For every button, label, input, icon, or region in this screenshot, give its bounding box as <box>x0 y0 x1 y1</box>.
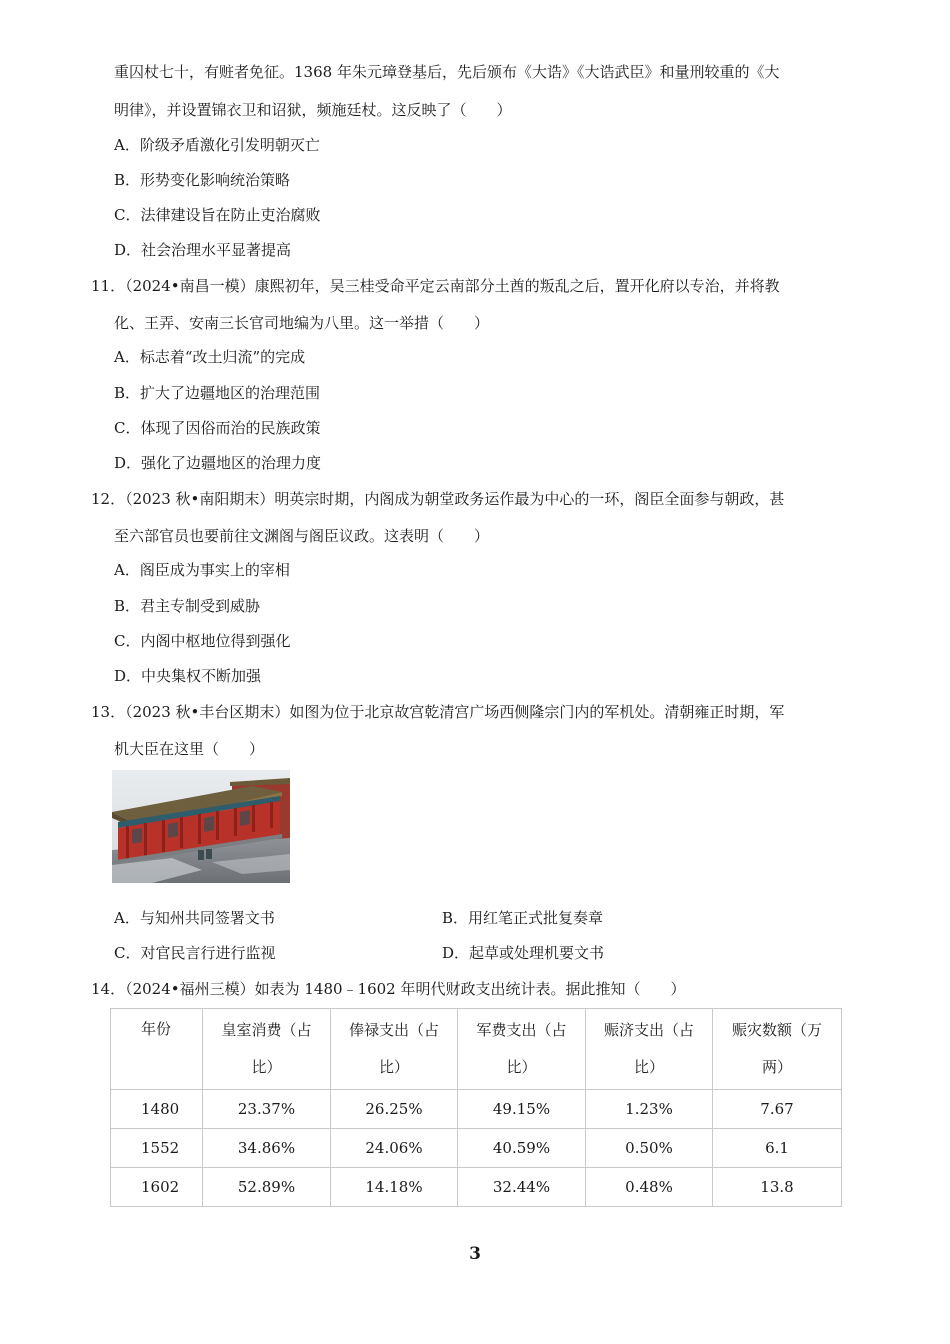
table-row <box>111 1090 842 1129</box>
q13-stem-line1: 13．（2023 秋•丰台区期末）如图为位于北京故宫乾清宫广场西侧隆宗门内的军机处。清朝雍正时期，军 <box>91 703 785 721</box>
fiscal-expenditure-table <box>110 1008 842 1207</box>
header-cell: 赈灾数额（万 两） <box>713 1009 842 1090</box>
q10-stem-line2: 明律》，并设置锦衣卫和诏狱，频施廷杖。这反映了（ ） <box>114 101 512 119</box>
q13-option-d[interactable]: D．起草或处理机要文书 <box>442 944 605 962</box>
table-row <box>111 1129 842 1168</box>
table-cell: 23.37% <box>203 1090 331 1129</box>
q10-option-d[interactable]: D．社会治理水平显著提高 <box>114 241 292 259</box>
q12-option-b[interactable]: B．君主专制受到威胁 <box>114 597 261 615</box>
table-cell: 0.50% <box>586 1129 713 1168</box>
table-cell: 49.15% <box>458 1090 586 1129</box>
table-cell: 34.86% <box>203 1129 331 1168</box>
q13-option-b[interactable]: B．用红笔正式批复奏章 <box>442 909 604 927</box>
q12-stem-line1: 12．（2023 秋•南阳期末）明英宗时期，内阁成为朝堂政务运作最为中心的一环，阁臣全面参与朝政，甚 <box>91 490 785 508</box>
q10-option-a[interactable]: A．阶级矛盾激化引发明朝灭亡 <box>114 136 320 154</box>
q14-stem-line1: 14．（2024•福州三模）如表为 1480﹣1602 年明代财政支出统计表。据此推知（ ） <box>91 980 686 998</box>
q12-option-c[interactable]: C．内阁中枢地位得到强化 <box>114 632 291 650</box>
table-cell: 6.1 <box>713 1129 842 1168</box>
q11-option-a[interactable]: A．标志着“改土归流”的完成 <box>114 348 306 366</box>
grand-council-building-photo <box>112 770 290 883</box>
header-cell: 赈济支出（占 比） <box>586 1009 713 1090</box>
q11-option-b[interactable]: B．扩大了边疆地区的治理范围 <box>114 384 321 402</box>
header-cell: 年份 <box>111 1009 203 1090</box>
table-cell: 1480 <box>111 1090 203 1129</box>
table-cell: 1.23% <box>586 1090 713 1129</box>
table-cell: 13.8 <box>713 1168 842 1207</box>
q10-option-b[interactable]: B．形势变化影响统治策略 <box>114 171 291 189</box>
page-number: 3 <box>469 1244 481 1264</box>
q11-stem-line1: 11．（2024•南昌一模）康熙初年，吴三桂受命平定云南部分土酋的叛乱之后，置开化府以专治，并将教 <box>91 277 780 295</box>
q12-option-d[interactable]: D．中央集权不断加强 <box>114 667 262 685</box>
table-header-row <box>111 1009 842 1090</box>
q11-option-d[interactable]: D．强化了边疆地区的治理力度 <box>114 454 322 472</box>
table-cell: 32.44% <box>458 1168 586 1207</box>
table-row <box>111 1168 842 1207</box>
table-cell: 1552 <box>111 1129 203 1168</box>
header-cell: 军费支出（占 比） <box>458 1009 586 1090</box>
table-cell: 24.06% <box>331 1129 458 1168</box>
table-cell: 26.25% <box>331 1090 458 1129</box>
table-cell: 1602 <box>111 1168 203 1207</box>
header-cell: 皇室消费（占 比） <box>203 1009 331 1090</box>
q11-stem-line2: 化、王弄、安南三长官司地编为八里。这一举措（ ） <box>114 314 490 332</box>
table-cell: 7.67 <box>713 1090 842 1129</box>
table-cell: 52.89% <box>203 1168 331 1207</box>
header-cell: 俸禄支出（占 比） <box>331 1009 458 1090</box>
q12-stem-line2: 至六部官员也要前往文渊阁与阁臣议政。这表明（ ） <box>114 527 490 545</box>
q13-option-a[interactable]: A．与知州共同签署文书 <box>114 909 275 927</box>
q10-option-c[interactable]: C．法律建设旨在防止吏治腐败 <box>114 206 321 224</box>
table-cell: 40.59% <box>458 1129 586 1168</box>
q13-stem-line2: 机大臣在这里（ ） <box>114 740 265 758</box>
table-cell: 0.48% <box>586 1168 713 1207</box>
q13-option-c[interactable]: C．对官民言行进行监视 <box>114 944 276 962</box>
q12-option-a[interactable]: A．阁臣成为事实上的宰相 <box>114 561 290 579</box>
q10-stem-line1: 重囚杖七十，有赃者免征。1368 年朱元璋登基后，先后颁布《大诰》《大诰武臣》和量刑较重的《大 <box>114 63 780 81</box>
q11-option-c[interactable]: C．体现了因俗而治的民族政策 <box>114 419 321 437</box>
table-cell: 14.18% <box>331 1168 458 1207</box>
